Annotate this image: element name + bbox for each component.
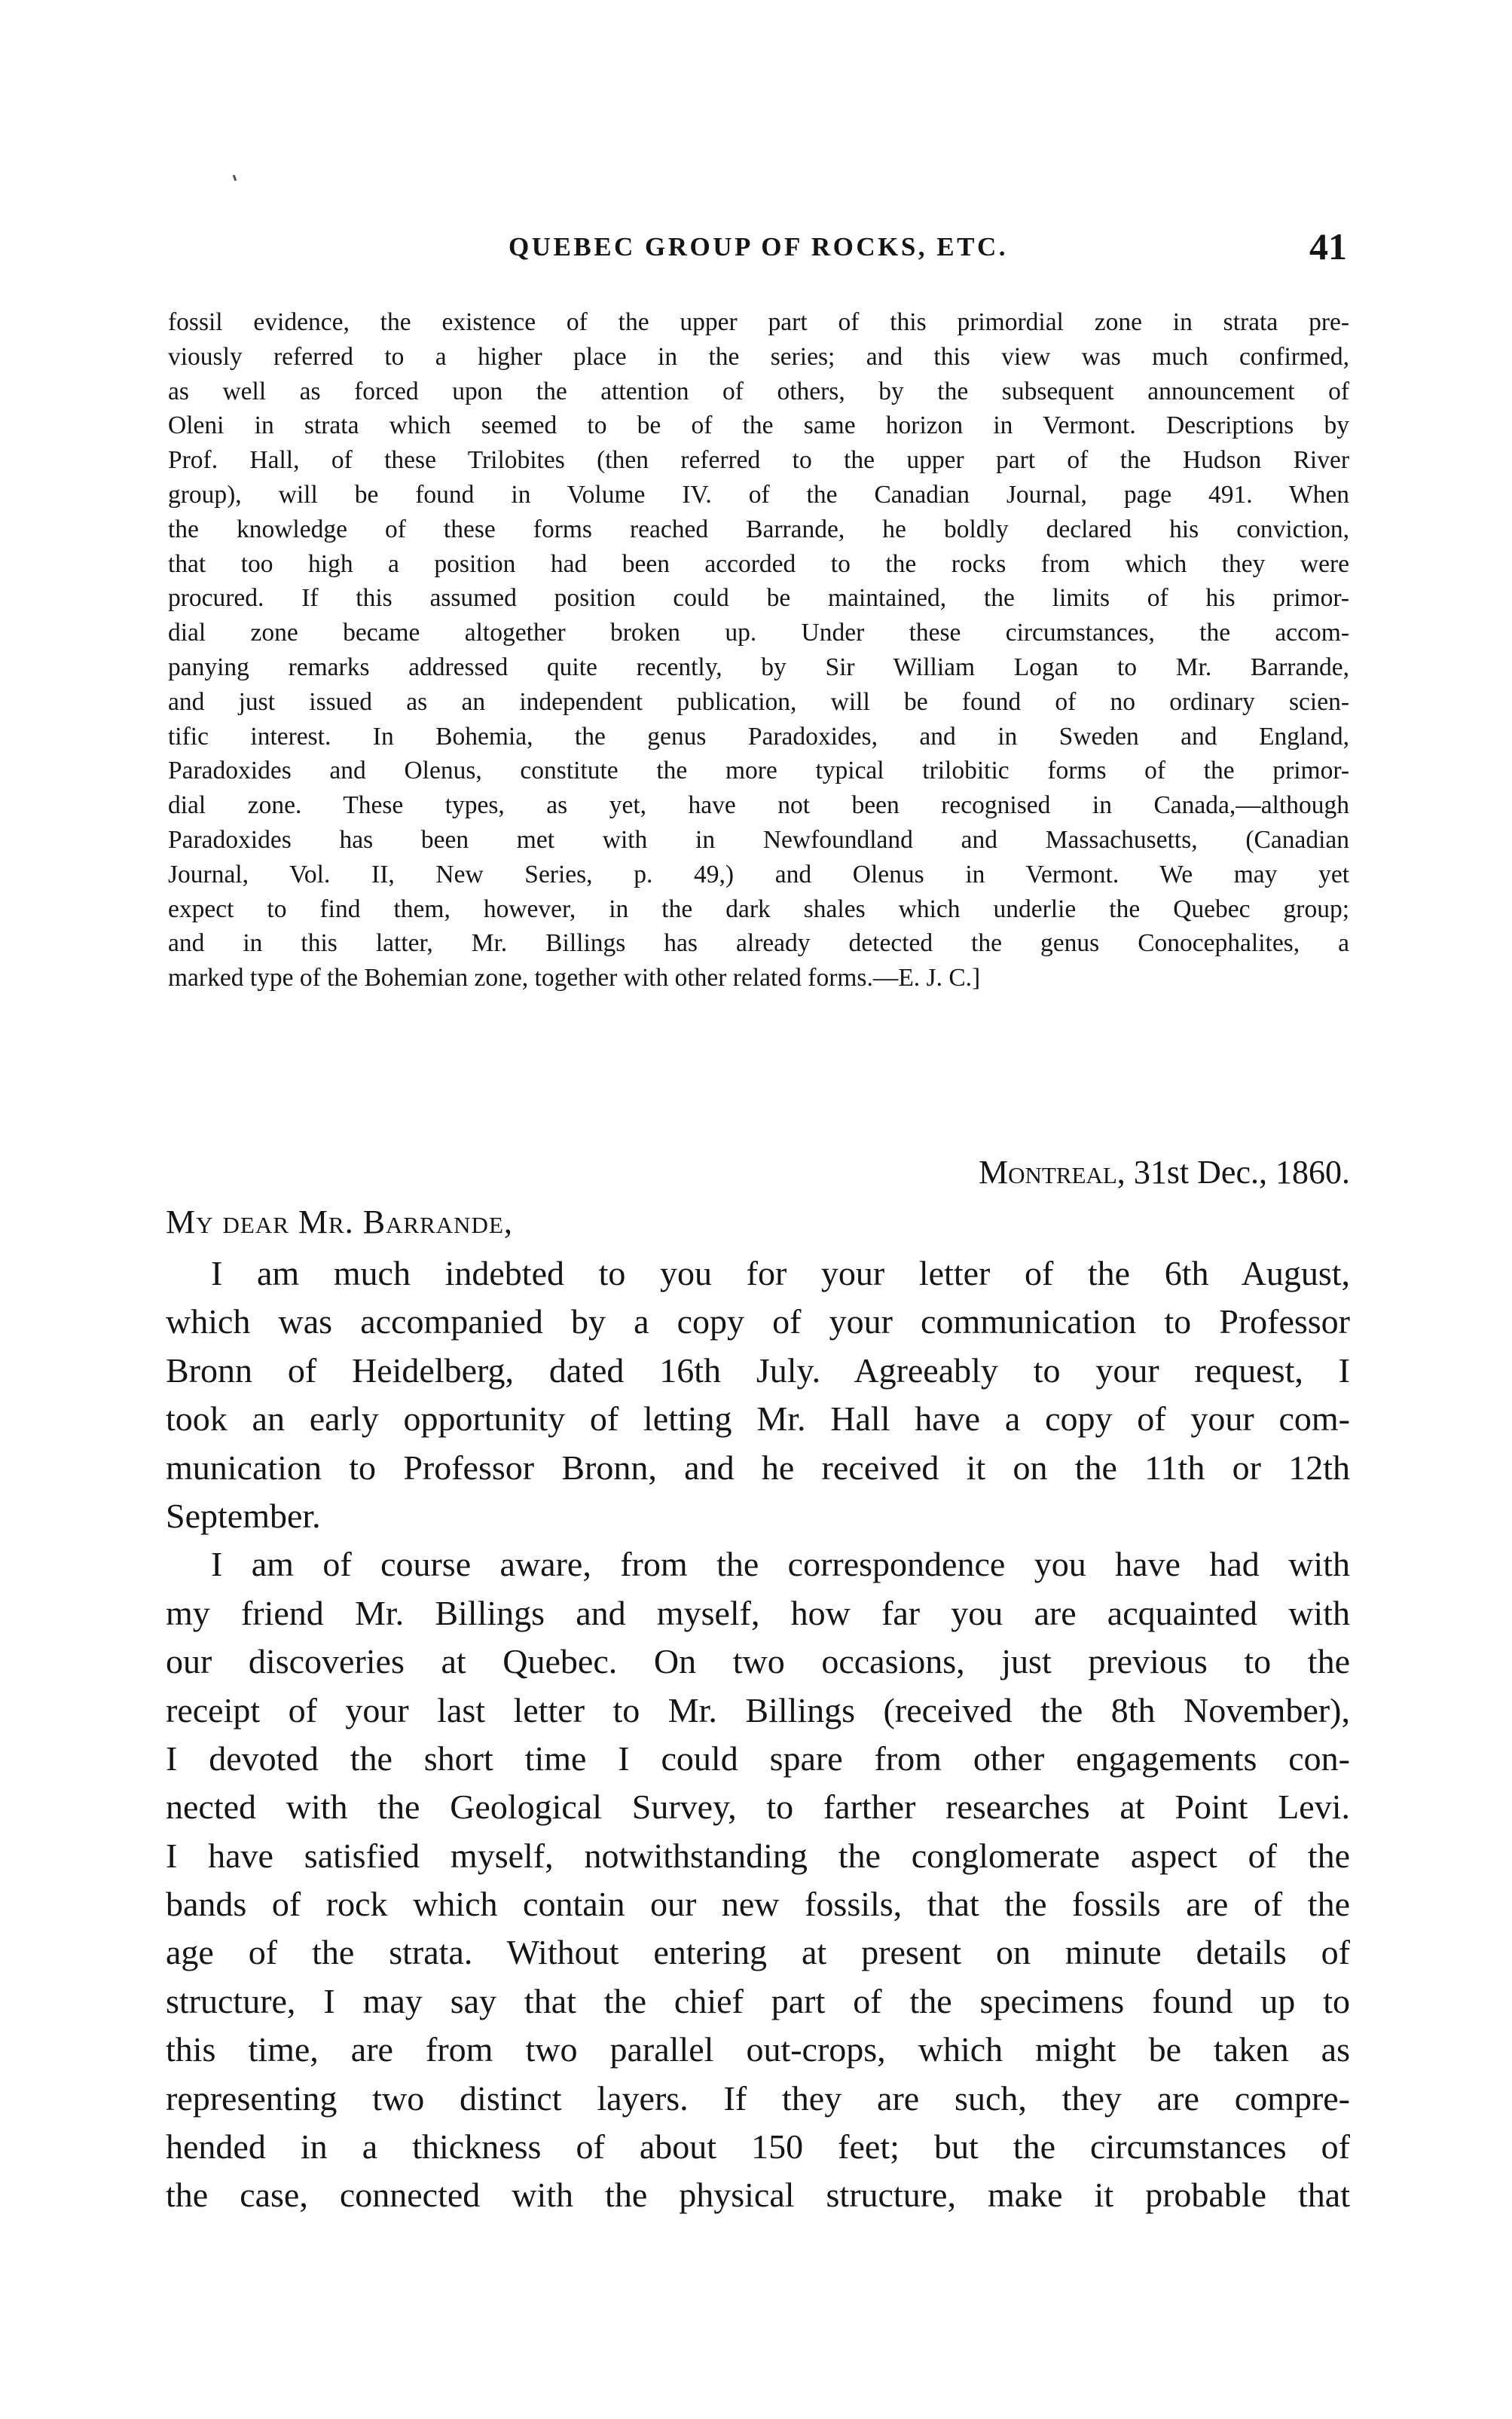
note-line: Journal, Vol. II, New Series, p. 49,) and Olenus in Vermont. We may yet xyxy=(168,860,1349,888)
letter-date: 31st Dec., 1860. xyxy=(1133,1154,1350,1191)
letter-salutation: My dear Mr. Barrande, xyxy=(166,1203,513,1240)
body-line: September. xyxy=(166,1496,321,1535)
body-line: hended in a thickness of about 150 feet; but the circumstances of xyxy=(166,2127,1350,2167)
body-line: nected with the Geological Survey, to farther researches at Point Levi. xyxy=(166,1787,1350,1827)
letter-body xyxy=(166,1249,1350,2220)
note-line: procured. If this assumed position could be maintained, the limits of his primor- xyxy=(168,584,1349,613)
note-line: Paradoxides and Olenus, constitute the more typical trilobitic forms of the primor- xyxy=(168,757,1349,785)
body-line: structure, I may say that the chief part of the specimens found up to xyxy=(166,1981,1350,2020)
note-line: and in this latter, Mr. Billings has already detected the genus Conocephalites, a xyxy=(168,929,1349,958)
note-line: group), will be found in Volume IV. of the Canadian Journal, page 491. When xyxy=(168,480,1349,509)
ink-speck xyxy=(233,175,237,182)
letter-dateline xyxy=(166,1153,1350,1191)
body-line: receipt of your last letter to Mr. Billings (received the 8th November), xyxy=(166,1690,1350,1729)
body-line: I have satisfied myself, notwithstanding the conglomerate aspect of the xyxy=(166,1836,1350,1875)
page-number: 41 xyxy=(1309,225,1347,268)
body-line: Bronn of Heidelberg, dated 16th July. Agreeably to your request, I xyxy=(166,1350,1350,1390)
note-line: dial zone. These types, as yet, have not been recognised in Canada,—although xyxy=(168,791,1349,820)
letter-place: Montreal, xyxy=(979,1154,1126,1191)
running-head xyxy=(170,225,1347,285)
note-line: Prof. Hall, of these Trilobites (then referred to the upper part of the Hudson River xyxy=(168,446,1349,475)
body-line: age of the strata. Without entering at present on minute details of xyxy=(166,1933,1350,1972)
body-line: I devoted the short time I could spare from other engagements con- xyxy=(166,1739,1350,1778)
editor-note xyxy=(168,305,1349,995)
note-line: panying remarks addressed quite recently, by Sir William Logan to Mr. Barrande, xyxy=(168,653,1349,681)
note-line: dial zone became altogether broken up. Under these circumstances, the accom- xyxy=(168,619,1349,647)
note-line: and just issued as an independent publication, will be found of no ordinary scien- xyxy=(168,687,1349,716)
note-line: that too high a position had been accorded to the rocks from which they were xyxy=(168,549,1349,578)
body-line: I am much indebted to you for your letter of the 6th August, xyxy=(211,1254,1350,1292)
note-line: viously referred to a higher place in the series; and this view was much confirmed, xyxy=(168,342,1349,371)
body-line: I am of course aware, from the correspondence you have had with xyxy=(211,1545,1350,1584)
body-line: this time, are from two parallel out-crops, which might be taken as xyxy=(166,2030,1350,2069)
note-line: Oleni in strata which seemed to be of the same horizon in Vermont. Descriptions by xyxy=(168,411,1349,440)
running-title: QUEBEC GROUP OF ROCKS, ETC. xyxy=(509,232,1008,261)
note-line: tific interest. In Bohemia, the genus Paradoxides, and in Sweden and England, xyxy=(168,722,1349,751)
body-line: bands of rock which contain our new fossils, that the fossils are of the xyxy=(166,1885,1350,1924)
note-line: the knowledge of these forms reached Barrande, he boldly declared his conviction, xyxy=(168,515,1349,543)
note-line: marked type of the Bohemian zone, together with other related forms.—E. J. C.] xyxy=(168,964,981,992)
note-line: as well as forced upon the attention of others, by the subsequent announcement of xyxy=(168,377,1349,405)
paragraph-1 xyxy=(166,1249,1350,1540)
body-line: which was accompanied by a copy of your communication to Professor xyxy=(166,1302,1350,1341)
body-line: representing two distinct layers. If they are such, they are compre- xyxy=(166,2078,1350,2118)
body-line: munication to Professor Bronn, and he received it on the 11th or 12th xyxy=(166,1448,1350,1487)
body-line: the case, connected with the physical structure, make it probable that xyxy=(166,2176,1350,2215)
note-line: expect to find them, however, in the dark shales which underlie the Quebec group; xyxy=(168,895,1349,923)
body-line: our discoveries at Quebec. On two occasions, just previous to the xyxy=(166,1642,1350,1681)
note-line: Paradoxides has been met with in Newfoundland and Massachusetts, (Canadian xyxy=(168,825,1349,854)
note-line: fossil evidence, the existence of the upper part of this primordial zone in strata pre- xyxy=(168,308,1349,336)
body-line: took an early opportunity of letting Mr. Hall have a copy of your com- xyxy=(166,1399,1350,1439)
paragraph-2 xyxy=(166,1540,1350,2219)
body-line: my friend Mr. Billings and myself, how far you are acquainted with xyxy=(166,1593,1350,1632)
